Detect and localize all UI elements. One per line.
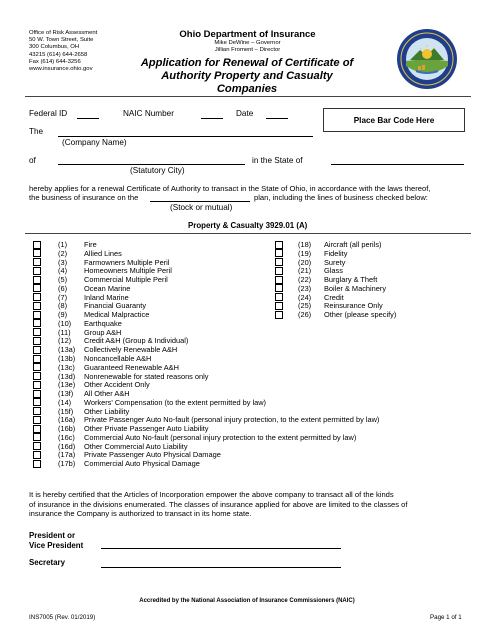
line-code: (2)	[58, 248, 68, 258]
form-title-line: Application for Renewal of Certificate of	[140, 57, 354, 69]
line-checkbox[interactable]	[33, 398, 41, 406]
governor: Mike DeWine – Governor	[214, 40, 281, 46]
line-checkbox[interactable]	[275, 302, 283, 310]
line-label: Guaranteed Renewable A&H	[84, 362, 179, 372]
line-label: Collectively Renewable A&H	[84, 345, 178, 355]
line-code: (3)	[58, 257, 68, 267]
line-checkbox[interactable]	[275, 241, 283, 249]
line-code: (1)	[58, 240, 68, 249]
line-checkbox[interactable]	[33, 363, 41, 371]
line-label: Other Liability	[84, 406, 130, 416]
naic-number-label: NAIC Number	[123, 109, 174, 118]
line-label: Noncancellable A&H	[84, 354, 152, 363]
address-line: Fax (614) 644-3256	[29, 58, 81, 65]
line-label: Commercial Auto Physical Damage	[84, 459, 200, 469]
line-code: (16b)	[58, 424, 76, 434]
line-label: Earthquake	[84, 318, 122, 328]
address-line: Office of Risk Assessment	[29, 30, 98, 36]
line-label: Other (please specify)	[324, 310, 397, 320]
line-checkbox[interactable]	[33, 293, 41, 301]
line-code: (21)	[298, 266, 312, 276]
line-code: (13b)	[58, 354, 76, 363]
line-code: (13a)	[58, 345, 76, 355]
of-label: of	[29, 156, 36, 165]
president-label	[29, 531, 83, 550]
line-checkbox[interactable]	[275, 249, 283, 257]
applies-line-1: hereby applies for a renewal Certificate of Authority to transact in the State of Ohio, in accordance with the laws thereof,	[29, 184, 431, 193]
section-divider	[25, 233, 471, 234]
department-name: Ohio Department of Insurance	[179, 29, 316, 40]
line-label: Glass	[324, 266, 343, 276]
line-checkbox[interactable]	[33, 337, 41, 345]
secretary-signature-field[interactable]	[101, 567, 341, 568]
line-checkbox[interactable]	[33, 372, 41, 380]
line-label: Burglary & Theft	[324, 275, 378, 285]
line-checkbox[interactable]	[275, 284, 283, 292]
line-label: Workers' Compensation (to the extent permitted by law)	[84, 397, 267, 407]
line-label: Ocean Marine	[84, 283, 131, 293]
address-line: 43215 (614) 644-2658	[29, 51, 88, 58]
stock-caption: (Stock or mutual)	[170, 203, 233, 212]
header-divider	[25, 96, 471, 97]
line-checkbox[interactable]	[33, 416, 41, 424]
line-checkbox[interactable]	[275, 258, 283, 266]
line-checkbox[interactable]	[33, 258, 41, 266]
line-code: (14)	[58, 397, 72, 407]
line-code: (8)	[58, 301, 68, 311]
line-checkbox[interactable]	[33, 407, 41, 415]
state-field[interactable]	[331, 164, 464, 165]
line-code: (25)	[298, 301, 312, 311]
line-label: Credit A&H (Group & Individual)	[84, 336, 189, 346]
line-checkbox[interactable]	[33, 425, 41, 433]
date-label: Date	[236, 109, 254, 118]
line-label: Commercial Multiple Peril	[84, 275, 168, 285]
plan-type-field[interactable]	[150, 201, 250, 202]
line-checkbox[interactable]	[33, 433, 41, 441]
line-label: Commercial Auto No-fault (personal injury protection to the extent permitted by law)	[84, 432, 357, 442]
line-checkbox[interactable]	[33, 381, 41, 389]
line-checkbox[interactable]	[275, 311, 283, 319]
secretary-label: Secretary	[29, 558, 65, 567]
line-checkbox[interactable]	[33, 460, 41, 468]
line-code: (17b)	[58, 459, 76, 469]
line-label: Nonrenewable for stated reasons only	[84, 371, 209, 381]
president-label-line: President or	[29, 531, 76, 540]
line-label: Other Accident Only	[84, 380, 150, 390]
line-checkbox[interactable]	[33, 311, 41, 319]
line-code: (13d)	[58, 371, 76, 381]
line-code: (7)	[58, 292, 68, 302]
line-label: Fire	[84, 240, 97, 249]
agency-address	[29, 30, 97, 73]
line-code: (12)	[58, 336, 72, 346]
line-label: Reinsurance Only	[324, 301, 383, 311]
line-code: (22)	[298, 275, 312, 285]
line-label: Group A&H	[84, 327, 122, 337]
line-checkbox[interactable]	[33, 355, 41, 363]
line-checkbox[interactable]	[275, 276, 283, 284]
line-checkbox[interactable]	[275, 293, 283, 301]
line-code: (20)	[298, 257, 312, 267]
line-checkbox[interactable]	[33, 284, 41, 292]
line-label: Surety	[324, 257, 346, 267]
line-label: Homeowners Multiple Peril	[84, 266, 172, 276]
line-code: (16d)	[58, 441, 76, 451]
line-label: Credit	[324, 292, 344, 302]
statutory-city-field[interactable]	[58, 164, 245, 165]
line-code: (13c)	[58, 362, 75, 372]
line-code: (17a)	[58, 450, 76, 460]
accreditation-note: Accredited by the National Association of Insurance Commissioners (NAIC)	[139, 598, 355, 604]
form-number: INS7005 (Rev. 01/2019)	[29, 614, 96, 621]
line-label: Aircraft (all perils)	[324, 240, 382, 249]
line-checkbox[interactable]	[33, 451, 41, 459]
line-code: (6)	[58, 283, 68, 293]
line-label: Allied Lines	[84, 248, 122, 258]
certification-line-2: of insurance in the divisions enumerated. The classes of insurance applied for above are limited to the classes of	[29, 499, 408, 509]
line-code: (16c)	[58, 432, 75, 442]
line-code: (13e)	[58, 380, 76, 390]
state-label: in the State of	[252, 156, 303, 165]
address-line: 300 Columbus, OH	[29, 44, 80, 51]
line-label: Fidelity	[324, 248, 348, 258]
line-code: (5)	[58, 275, 68, 285]
line-checkbox[interactable]	[33, 302, 41, 310]
line-code: (23)	[298, 283, 312, 293]
naic-number-field[interactable]	[201, 118, 223, 119]
line-code: (10)	[58, 318, 72, 328]
company-name-caption: (Company Name)	[62, 138, 127, 147]
section-title: Property & Casualty 3929.01 (A)	[188, 221, 308, 230]
form-title	[132, 57, 362, 96]
line-checkbox[interactable]	[33, 241, 41, 249]
director: Jillian Froment – Director	[214, 46, 281, 53]
line-label: Boiler & Machinery	[324, 283, 387, 293]
line-label: Medical Malpractice	[84, 310, 150, 320]
barcode-box: Place Bar Code Here	[323, 108, 465, 132]
line-code: (19)	[298, 248, 312, 258]
line-checkbox[interactable]	[33, 319, 41, 327]
line-label: Farmowners Multiple Peril	[84, 257, 170, 267]
officials	[165, 40, 330, 54]
line-label: All Other A&H	[84, 389, 130, 399]
the-label: The	[29, 127, 44, 136]
form-title-line: Authority Property and Casualty Companies	[161, 70, 333, 95]
line-checkbox[interactable]	[33, 442, 41, 450]
line-label: Private Passenger Auto Physical Damage	[84, 450, 221, 460]
applies-line-2a: the business of insurance on the	[29, 193, 139, 202]
line-label: Private Passenger Auto No-fault (personal injury protection, to the extent permitted by law)	[84, 415, 380, 425]
line-code: (26)	[298, 310, 312, 320]
address-line: www.insurance.ohio.gov	[29, 66, 93, 73]
line-checkbox[interactable]	[33, 328, 41, 336]
line-code: (9)	[58, 310, 68, 320]
certification-line-3: insurance the Company is authorized to transact in its home state.	[29, 509, 252, 518]
line-code: (15f)	[58, 406, 74, 416]
line-label: Inland Marine	[84, 292, 129, 302]
applies-line-2b: plan, including the lines of business checked below:	[254, 193, 428, 202]
line-code: (4)	[58, 266, 68, 276]
page-number: Page 1 of 1	[430, 614, 462, 621]
line-label: Other Commercial Auto Liability	[84, 441, 188, 451]
line-checkbox[interactable]	[33, 249, 41, 257]
president-label-line: Vice President	[29, 540, 84, 550]
line-code: (24)	[298, 292, 312, 302]
line-label: Other Private Passenger Auto Liability	[84, 424, 209, 434]
address-line: 50 W. Town Street, Suite	[29, 37, 94, 44]
line-checkbox[interactable]	[33, 267, 41, 275]
company-name-field[interactable]	[58, 136, 313, 137]
line-code: (11)	[58, 327, 71, 337]
line-code: (16a)	[58, 415, 76, 425]
line-label: Financial Guaranty	[84, 301, 147, 311]
line-code: (13f)	[58, 389, 74, 399]
federal-id-label: Federal ID	[29, 109, 68, 118]
ohio-seal-logo	[396, 28, 458, 90]
date-field[interactable]	[266, 118, 288, 119]
statutory-city-caption: (Statutory City)	[130, 166, 185, 175]
line-checkbox[interactable]	[33, 346, 41, 354]
president-signature-field[interactable]	[101, 548, 341, 549]
line-code: (18)	[298, 240, 312, 249]
federal-id-field[interactable]	[77, 118, 99, 119]
line-checkbox[interactable]	[33, 276, 41, 284]
line-checkbox[interactable]	[33, 390, 41, 398]
line-checkbox[interactable]	[275, 267, 283, 275]
certification-line-1: It is hereby certified that the Articles of Incorporation empower the above company to transact all of the kinds	[29, 490, 394, 499]
